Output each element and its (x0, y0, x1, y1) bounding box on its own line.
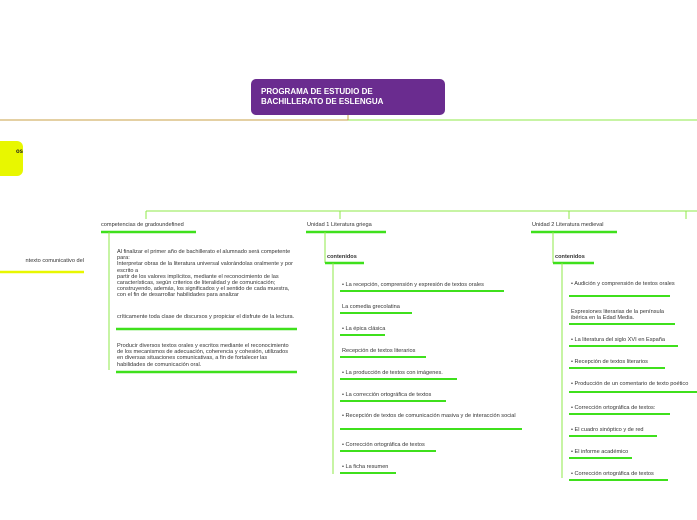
left-subtopic[interactable]: ntexto comunicativo del (25, 258, 84, 264)
unidad-2-item[interactable]: • Producción de un comentario de texto poético (571, 381, 689, 387)
unidad-2-item[interactable]: • Recepción de textos literarios (571, 359, 648, 365)
competencias-topic[interactable]: competencias de gradoundefined (101, 222, 184, 228)
unidad-1-item[interactable]: • La corrección ortográfica de textos (342, 392, 432, 398)
unidad-2-item[interactable]: • Audición y comprensión de textos orales (571, 281, 675, 287)
unidad-1-item[interactable]: La comedia grecolatina (342, 304, 400, 310)
unidad-2-topic[interactable]: Unidad 2 Literatura medieval (532, 222, 604, 228)
unidad-1-item[interactable]: • La recepción, comprensión y expresión de textos orales (342, 282, 484, 288)
unidad-2-item[interactable]: • El cuadro sinóptico y de red (571, 427, 644, 433)
competencias-paragraph-1[interactable]: Al finalizar el primer año de bachillerato el alumnado será competente para: Interpretar obras de la literatura universal valorándolas oralmente y por escrito a partir de los valores implícitos, mediante el reconocimiento de las características, según criterios de literalidad y de comunicación; construyendo, además, los significados y el sentido de cada muestra, con el fin de desarrollar habilidades para analizar (117, 249, 293, 299)
unidad-1-topic[interactable]: Unidad 1 Literatura griega (307, 222, 372, 228)
unidad-2-item[interactable]: • El informe académico (571, 449, 629, 455)
unidad-1-item[interactable]: • La producción de textos con imágenes. (342, 370, 443, 376)
unidad-1-item[interactable]: Recepción de textos literarios (342, 348, 416, 354)
unidad-2-item[interactable]: • Corrección ortográfica de textos: (571, 405, 656, 411)
unidad-1-item[interactable]: • Recepción de textos de comunicación masiva y de interacción social (342, 413, 516, 419)
unidad-2-item[interactable]: • Corrección ortográfica de textos (571, 471, 654, 477)
unidad-2-item[interactable]: Expresiones literarias de la península ibérica en la Edad Media. (571, 309, 664, 322)
left-yellow-topic[interactable]: os (0, 141, 23, 176)
competencias-paragraph-2[interactable]: críticamente toda clase de discursos y propiciar el disfrute de la lectura. (117, 314, 295, 320)
unidad-1-item[interactable]: • La ficha resumen (342, 464, 389, 470)
unidad-1-contenidos[interactable]: contenidos (327, 254, 357, 260)
competencias-paragraph-3[interactable]: Producir diversos textos orales y escritos mediante el reconocimiento de los mecanismos de adecuación, coherencia y cohesión, utilizados en diversas situaciones comunicativas, a fin de fortalecer las habilidades de comunicación oral. (117, 343, 289, 368)
unidad-2-item[interactable]: • La literatura del siglo XVI en España (571, 337, 666, 343)
unidad-1-item[interactable]: • La épica clásica (342, 326, 386, 332)
root-topic[interactable]: PROGRAMA DE ESTUDIO DE BACHILLERATO DE ESLENGUA (251, 79, 445, 115)
unidad-1-item[interactable]: • Corrección ortográfica de textos (342, 442, 425, 448)
unidad-2-contenidos[interactable]: contenidos (555, 254, 585, 260)
